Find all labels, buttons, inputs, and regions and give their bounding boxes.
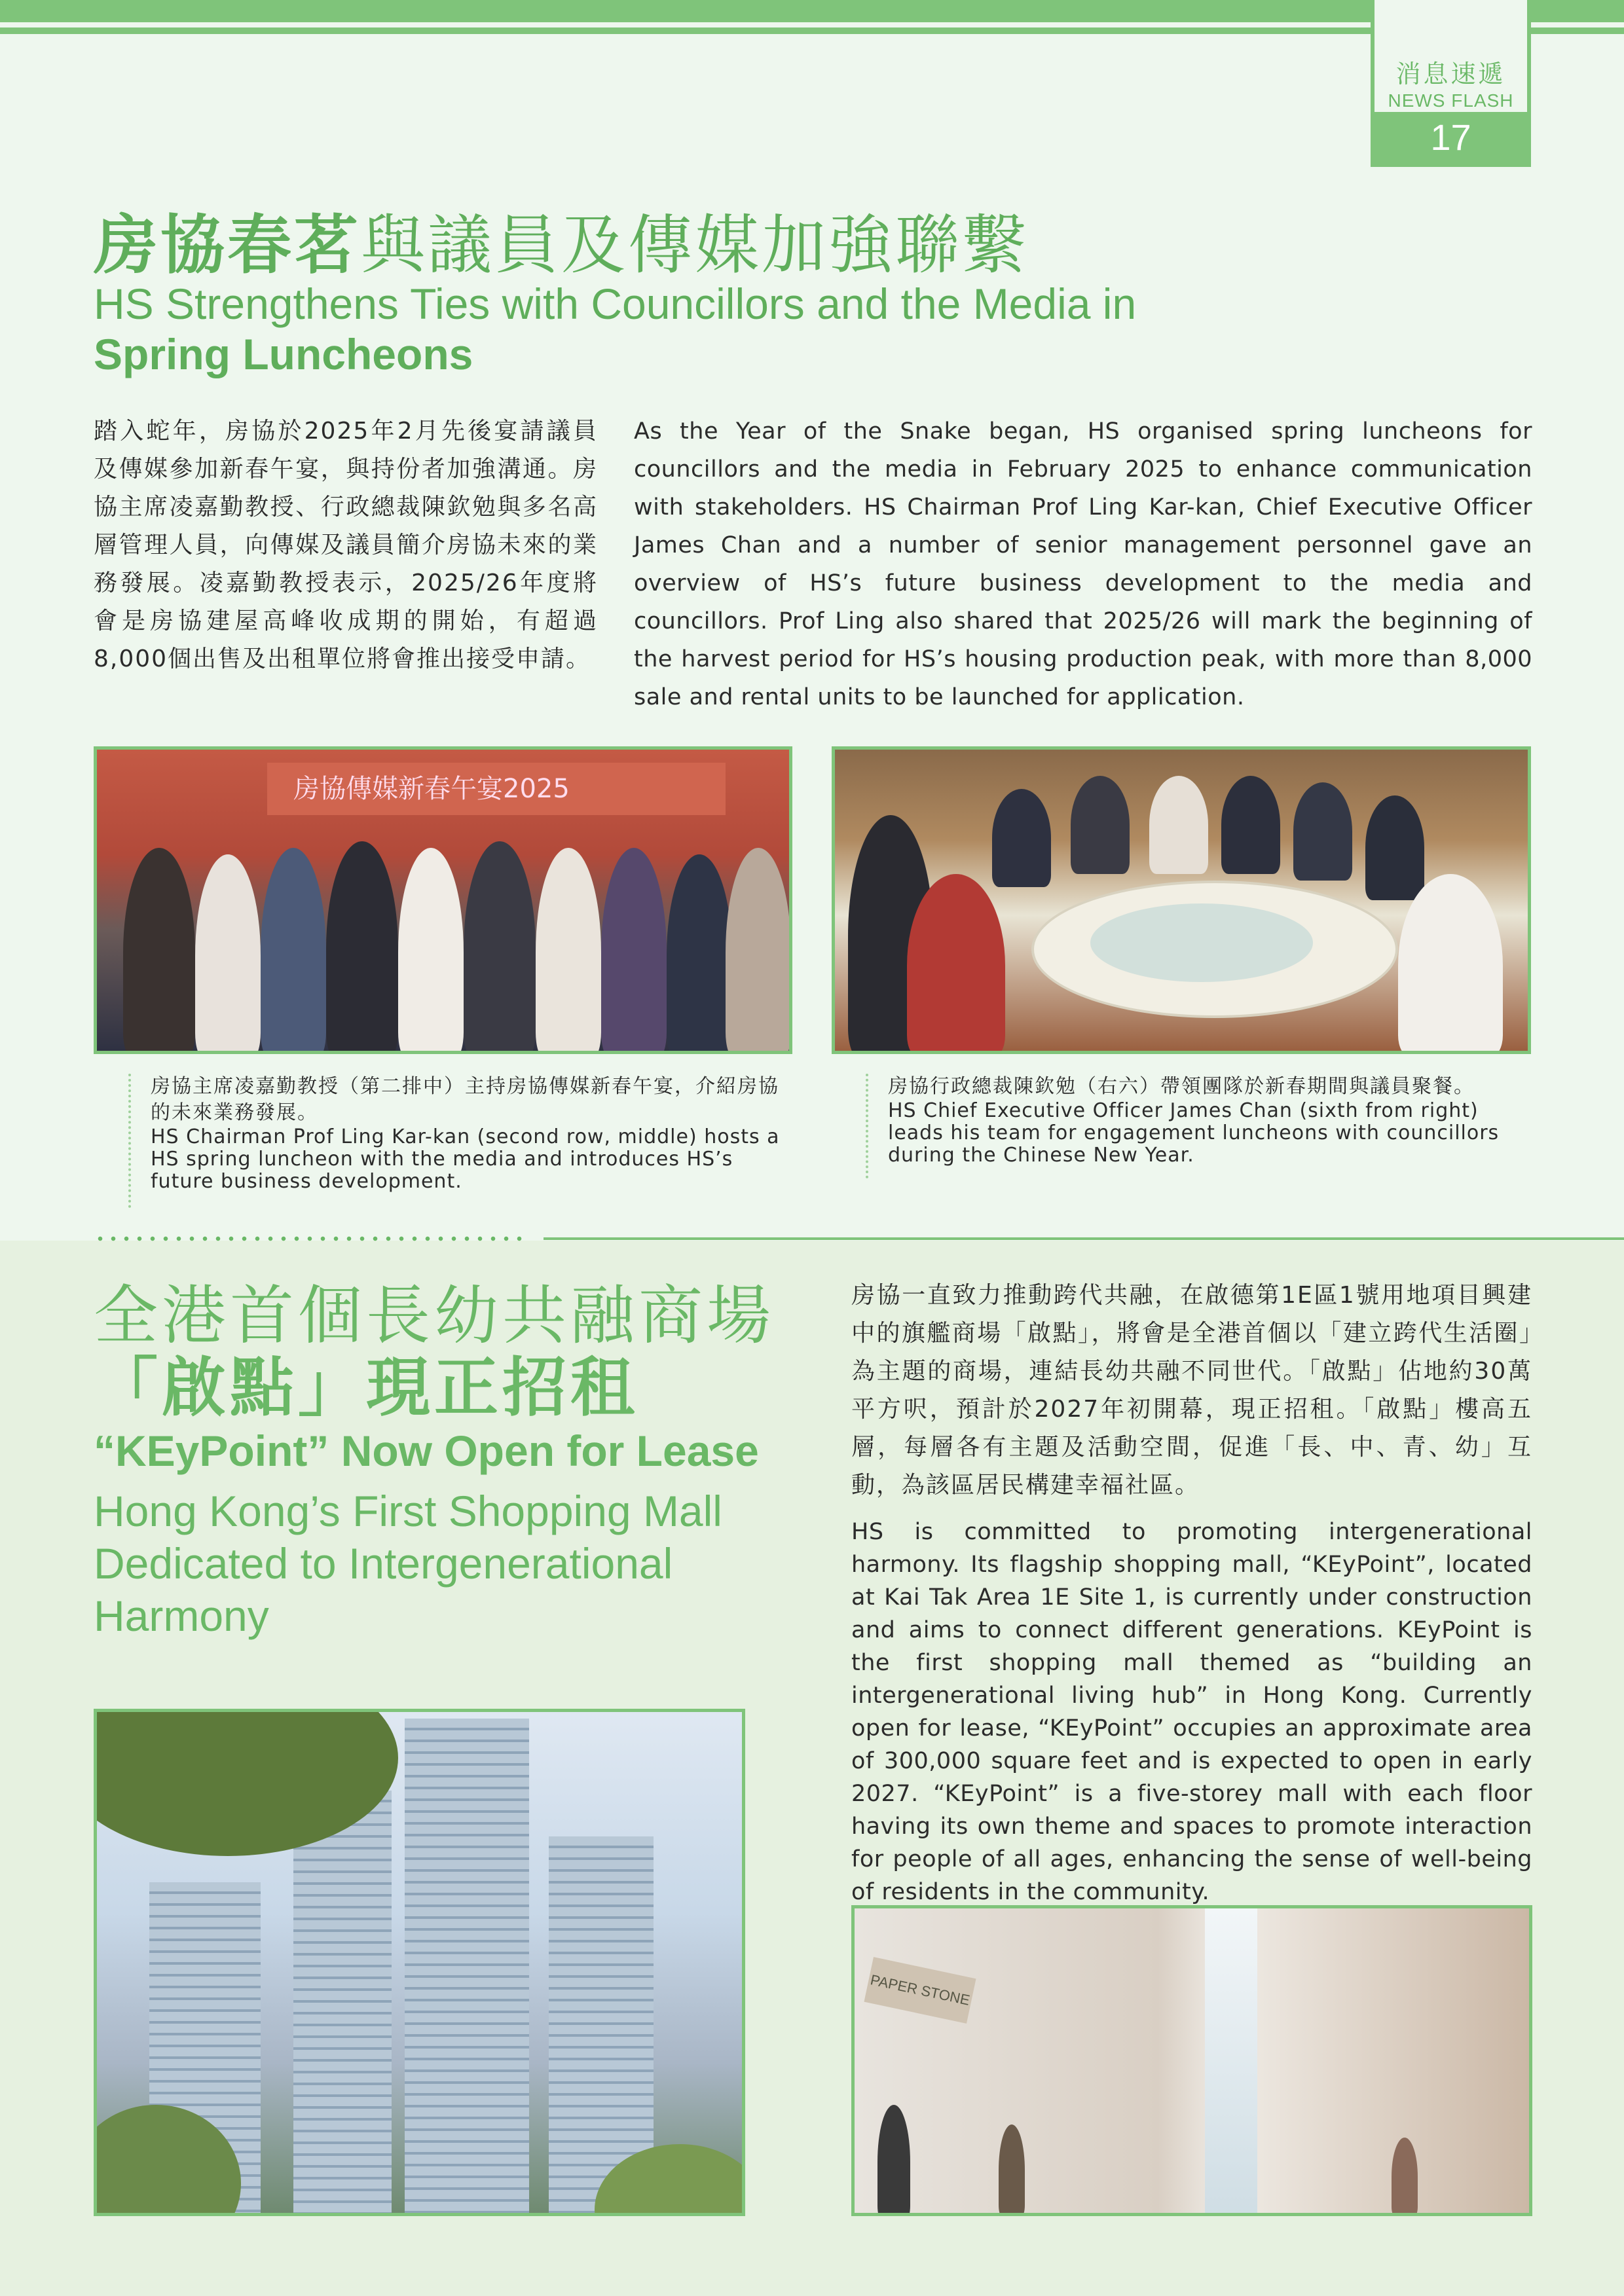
person [1392,2138,1418,2216]
person [992,789,1051,887]
person [1365,795,1424,900]
photo-banner: 房協傳媒新春午宴2025 [267,763,726,815]
keypoint-exterior-rendering [94,1709,745,2216]
article1-body-en: As the Year of the Snake began, HS organised spring luncheons for councillors and the media in February 2025 to enhance communication with stakeholders. HS Chairman Prof Ling Kar-kan, Chief Executive Officer James Chan and a number of senior management personnel gave an overview of HS’s future business development to the media and councillors. Prof Ling also shared that 2025/26 will mark the beginning of the harvest period for HS’s housing production peak, with more than 8,000 sale and rental units to be launched for application. [634,418,1532,710]
councillor-luncheon-photo [832,746,1531,1054]
article1-body-zh: 踏入蛇年，房協於2025年2月先後宴請議員及傳媒參加新春午宴，與持份者加強溝通。房協主席凌嘉勤教授、行政總裁陳欽勉與多名高層管理人員，向傳媒及議員簡介房協未來的業務發展。凌嘉勤教授表示，2025/26年度將會是房協建屋高峰收成期的開始，有超過8,000個出售及出租單位將會推出接受申請。 [94,418,598,672]
caption-2-zh: 房協行政總裁陳欽勉（右六）帶領團隊於新春期間與議員聚餐。 [888,1075,1475,1098]
caption-1 [128,1074,794,1208]
article2-subtitle-en: Hong Kong’s First Shopping Mall Dedicated to Intergenerational Harmony [94,1487,722,1640]
article2-title-zh: 全港首個長幼共融商場 [94,1279,775,1353]
person [1149,776,1208,874]
person [464,841,536,1054]
person [1221,776,1280,874]
person [667,854,732,1054]
person [536,848,601,1054]
article1-title-en: HS Strengthens Ties with Councillors and the Media in [94,280,1137,328]
article1-title-en-bold: Spring Luncheons [94,330,473,378]
keypoint-interior-rendering [851,1905,1532,2216]
building-tower [405,1719,529,2216]
indoor-waterfall [1205,1908,1257,2216]
article2-title-zh-bold: 「啟點」現正招租 [94,1351,639,1425]
article2-body-en: HS is committed to promoting intergenerational harmony. Its flagship shopping mall, “KEyPoint”, located at Kai Tak Area 1E Site 1, is currently under construction and aims to connect different generations. KEyPoint is the first shopping mall themed as “building an intergenerational living hub” in Hong Kong. Currently open for lease, “KEyPoint” occupies an approximate area of 300,000 square feet and is expected to open in early 2027. “KEyPoint” is a five-storey mall with each floor having its own theme and spaces to promote interaction for people of all ages, enhancing the sense of well-being of residents in the community. [851,1519,1532,1905]
section-tab [1371,0,1531,167]
person [123,848,195,1054]
person [326,841,398,1054]
person [261,848,326,1054]
caption-2 [866,1074,1531,1178]
person [726,848,791,1054]
person [1398,874,1503,1054]
caption-1-zh: 房協主席凌嘉勤教授（第二排中）主持房協傳媒新春午宴，介紹房協的未來業務發展。 [151,1075,779,1124]
building-tower [293,1791,392,2216]
article2-title-en-bold: “KEyPoint” Now Open for Lease [94,1427,759,1475]
caption-1-en: HS Chairman Prof Ling Kar-kan (second row, middle) hosts a HS spring luncheon with the media and introduces HS’s future business development. [151,1125,780,1193]
person [877,2105,910,2216]
article1-title-zh-bold: 房協春茗 [94,208,361,283]
person [999,2124,1025,2216]
lazy-susan [1090,903,1313,982]
mall-store-sign: PAPER STONE [864,1957,976,2024]
article2-body-zh: 房協一直致力推動跨代共融，在啟德第1E區1號用地項目興建中的旗艦商場「啟點」，將會是全港首個以「建立跨代生活圈」為主題的商場，連結長幼共融不同世代。「啟點」佔地約30萬平方呎，預計於2027年初開幕，現正招租。「啟點」樓高五層，每層各有主題及活動空間，促進「長、中、青、幼」互動，為該區居民構建幸福社區。 [851,1282,1532,1499]
luncheon-group-photo [94,746,792,1054]
caption-2-en: HS Chief Executive Officer James Chan (sixth from right) leads his team for engagement luncheons with councillors during the Chinese New Year. [888,1099,1500,1167]
article1-title-zh [94,194,1029,286]
section-label-zh: 消息速遞 [1395,60,1506,88]
person [1071,776,1130,874]
page-number: 17 [1371,112,1531,163]
person [601,848,667,1054]
section-divider-line [544,1237,1624,1240]
section-label-en: NEWS FLASH [1388,90,1514,111]
person [1293,782,1352,881]
person [398,848,464,1054]
article1-title-zh-light: 與議員及傳媒加強聯繫 [361,208,1029,283]
person [907,874,1005,1054]
person [195,854,261,1054]
dotted-divider [94,1236,526,1241]
